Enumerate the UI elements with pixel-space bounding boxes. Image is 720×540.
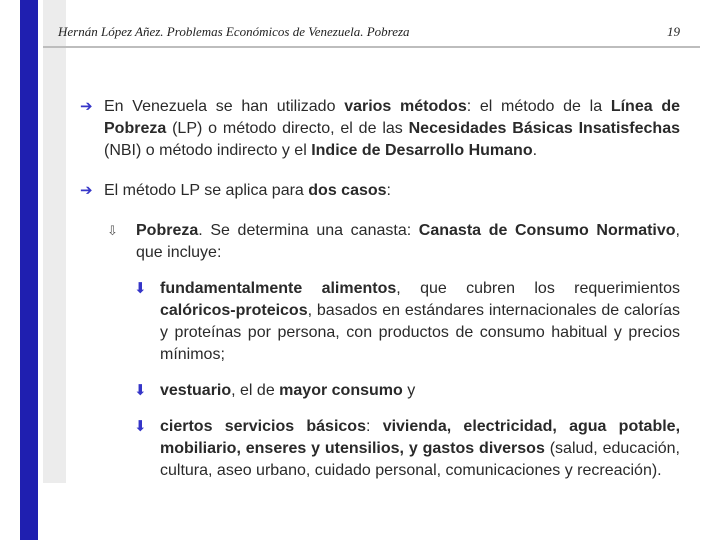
text-run: El método LP se aplica para: [104, 182, 309, 199]
bold-text-run: mayor consumo: [279, 382, 403, 399]
text-run: : el método de la: [466, 98, 611, 115]
text-run: , que cubren los requerimientos: [396, 280, 681, 297]
bullet-text: [104, 96, 680, 162]
bullet-text: [160, 380, 680, 402]
bold-text-run: Pobreza: [136, 222, 199, 239]
header-title: Hernán López Añez. Problemas Económicos de Venezuela. Pobreza: [58, 24, 410, 39]
bullet-text: [160, 416, 680, 482]
arrow-right-icon: ➔: [80, 182, 93, 199]
arrow-down-icon: ⬇: [134, 418, 147, 435]
text-run: y: [402, 382, 416, 399]
bullet-text: [160, 278, 680, 366]
bullet-item-methods: [80, 96, 680, 162]
arrow-right-icon: ➔: [80, 98, 93, 115]
text-run: , basados en estándares internacionales de calorías y proteínas por persona, con productos de consumo habitual y precios mínimos;: [160, 302, 680, 363]
bold-text-run: dos casos: [308, 182, 387, 199]
bullet-item-alimentos: [80, 278, 680, 366]
bold-text-run: vivienda, electricidad, agua potable, mobiliario, enseres y utensilios, y gastos diversos: [160, 418, 681, 457]
text-run: .: [532, 142, 538, 159]
left-gray-band: [43, 0, 66, 483]
text-run: (NBI) o método indirecto y el: [104, 142, 312, 159]
text-run: En Venezuela se han utilizado: [104, 98, 345, 115]
bold-text-run: ciertos servicios básicos: [160, 418, 366, 435]
bold-text-run: Línea de Pobreza: [104, 98, 681, 137]
text-run: , el de: [231, 382, 280, 399]
bold-text-run: Indice de Desarrollo Humano: [311, 142, 533, 159]
page-number: 19: [667, 24, 680, 39]
text-run: . Se determina una canasta:: [198, 222, 419, 239]
text-run: :: [365, 418, 383, 435]
text-run: (LP) o método directo, el de las: [166, 120, 409, 137]
bullet-item-lp-cases: [80, 180, 680, 202]
hollow-arrow-down-icon: ⇩: [107, 223, 118, 238]
arrow-down-icon: ⬇: [134, 382, 147, 399]
slide-content: [80, 96, 680, 482]
header-rule: [43, 46, 700, 48]
bold-text-run: calóricos-proteicos: [160, 302, 308, 319]
bold-text-run: Canasta de Consumo Normativo: [418, 222, 676, 239]
bold-text-run: varios métodos: [344, 98, 467, 115]
text-run: , que incluye:: [136, 222, 680, 261]
bullet-item-pobreza: [80, 220, 680, 264]
left-accent-bar: [20, 0, 38, 540]
bold-text-run: Necesidades Básicas Insatisfechas: [408, 120, 680, 137]
bold-text-run: vestuario: [160, 382, 232, 399]
bullet-text: [104, 180, 680, 202]
text-run: :: [386, 182, 391, 199]
text-run: (salud, educación, cultura, aseo urbano, cuidado personal, comunicaciones y recreación).: [160, 440, 680, 479]
arrow-down-icon: ⬇: [134, 280, 147, 297]
bold-text-run: fundamentalmente alimentos: [160, 280, 397, 297]
bullet-text: [136, 220, 680, 264]
bullet-item-vestuario: [80, 380, 680, 402]
bullet-item-servicios: [80, 416, 680, 482]
